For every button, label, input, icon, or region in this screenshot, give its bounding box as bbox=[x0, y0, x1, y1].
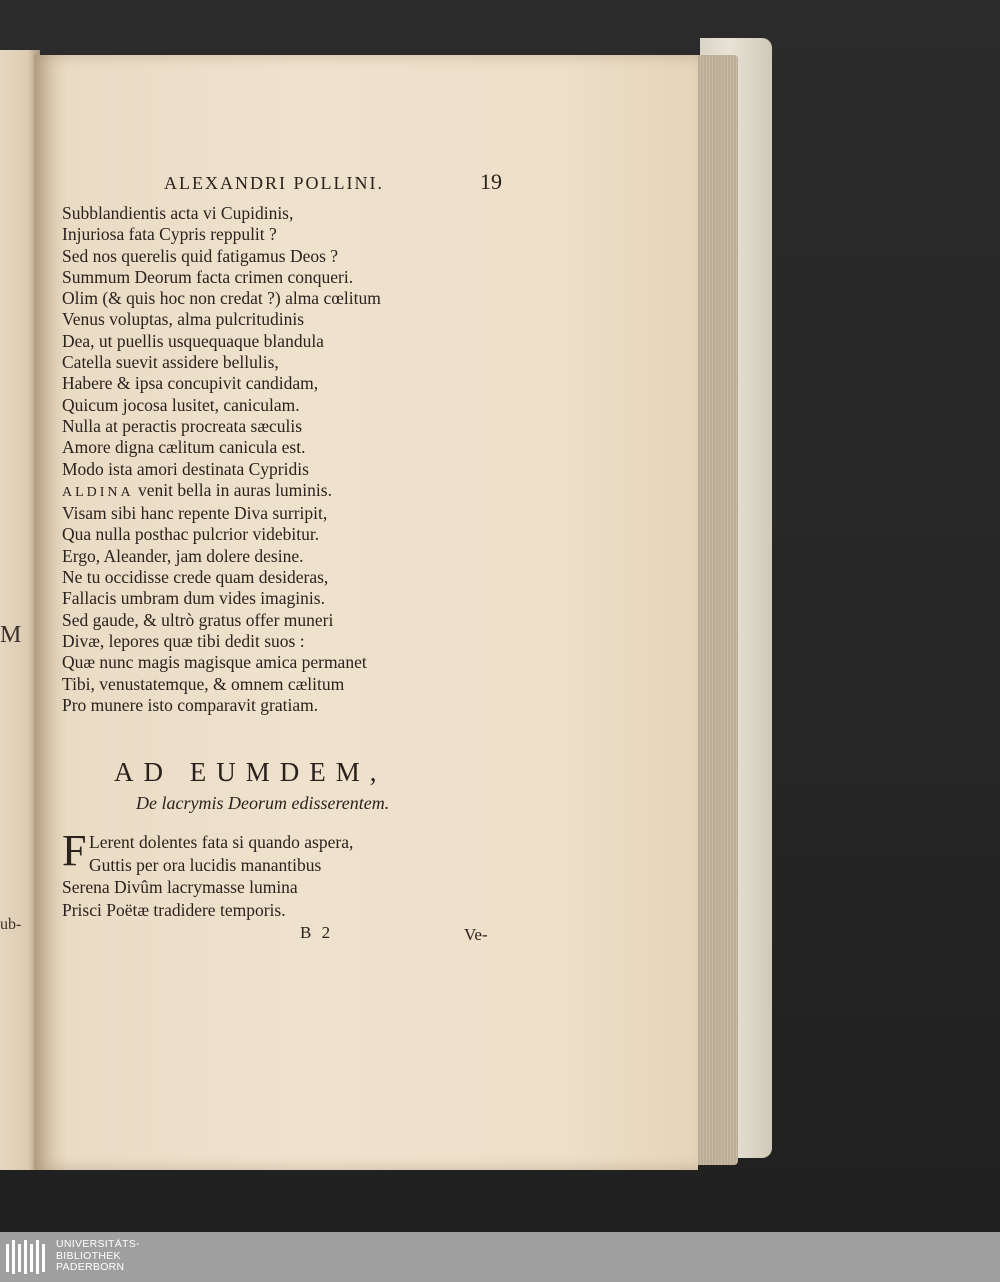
drop-cap: F bbox=[62, 826, 87, 875]
section-heading: AD EUMDEM, bbox=[114, 757, 387, 787]
verse-line: Quæ nunc magis magisque amica permanet bbox=[62, 652, 367, 673]
left-page-letter: M bbox=[0, 622, 22, 648]
verse-line: Venus voluptas, alma pulcritudinis bbox=[62, 309, 305, 330]
verse-line: Visam sibi hanc repente Diva surripit, bbox=[62, 503, 328, 524]
verse-line: Divæ, lepores quæ tibi dedit suos : bbox=[62, 630, 305, 651]
library-name-line3: PADERBORN bbox=[56, 1261, 125, 1273]
verse-line: Pro munere isto comparavit gratiam. bbox=[62, 694, 319, 715]
verse-line: Dea, ut puellis usquequaque blandula bbox=[62, 330, 324, 351]
verse-line-aldina bbox=[62, 480, 502, 503]
library-logo-icon bbox=[6, 1238, 46, 1276]
verse-line: Serena Divûm lacrymasse lumina bbox=[62, 877, 298, 897]
verse-line: Subblandientis acta vi Cupidinis, bbox=[62, 203, 294, 223]
verse-line: Sed nos querelis quid fatigamus Deos ? bbox=[62, 245, 339, 266]
verse-line: Lerent dolentes fata si quando aspera, bbox=[89, 832, 354, 852]
running-head: ALEXANDRI POLLINI. bbox=[164, 173, 384, 193]
library-name-line1: UNIVERSITÄTS- bbox=[56, 1238, 140, 1250]
verse-line: Habere & ipsa concupivit candidam, bbox=[62, 373, 319, 394]
verse-line: Injuriosa fata Cypris reppulit ? bbox=[62, 224, 277, 245]
verse-line: Nulla at peractis procreata sæculis bbox=[62, 415, 303, 436]
section-subheading: De lacrymis Deorum edisserentem. bbox=[136, 793, 390, 813]
verse-line: Prisci Poëtæ tradidere temporis. bbox=[62, 899, 286, 920]
verse-block-2 bbox=[62, 826, 502, 921]
catchword: Ve- bbox=[464, 925, 488, 944]
library-name bbox=[56, 1239, 140, 1274]
verse-line: Amore digna cælitum canicula est. bbox=[62, 437, 306, 458]
library-name-line2: BIBLIOTHEK bbox=[56, 1249, 121, 1262]
page-number: 19 bbox=[480, 169, 502, 194]
verse-line-text: venit bella in auras luminis. bbox=[138, 479, 332, 500]
left-page-fragment: ub- bbox=[0, 916, 22, 933]
verse-line: Sed gaude, & ultrò gratus offer muneri bbox=[62, 609, 334, 630]
verse-line: Guttis per ora lucidis manantibus bbox=[89, 854, 322, 875]
verse-line: Fallacis umbram dum vides imaginis. bbox=[62, 588, 325, 609]
verse-line: Catella suevit assidere bellulis, bbox=[62, 352, 279, 373]
footer-bar bbox=[0, 1232, 1000, 1282]
verse-line: Olim (& quis hoc non credat ?) alma cœlitum bbox=[62, 288, 381, 309]
verse-line: Qua nulla posthac pulcrior videbitur. bbox=[62, 524, 320, 545]
verse-line: Modo ista amori destinata Cypridis bbox=[62, 458, 309, 479]
verse-line: Ergo, Aleander, jam dolere desine. bbox=[62, 545, 304, 566]
signature-mark: B 2 bbox=[300, 923, 334, 942]
aldina-name: ALDINA bbox=[62, 484, 134, 500]
verse-block bbox=[62, 203, 502, 716]
verse-line: Quicum jocosa lusitet, caniculam. bbox=[62, 394, 300, 415]
verse-line: Ne tu occidisse crede quam desideras, bbox=[62, 567, 329, 588]
verse-line: Summum Deorum facta crimen conqueri. bbox=[62, 266, 354, 287]
book-page bbox=[34, 55, 698, 1170]
verse-line: Tibi, venustatemque, & omnem cælitum bbox=[62, 673, 345, 694]
